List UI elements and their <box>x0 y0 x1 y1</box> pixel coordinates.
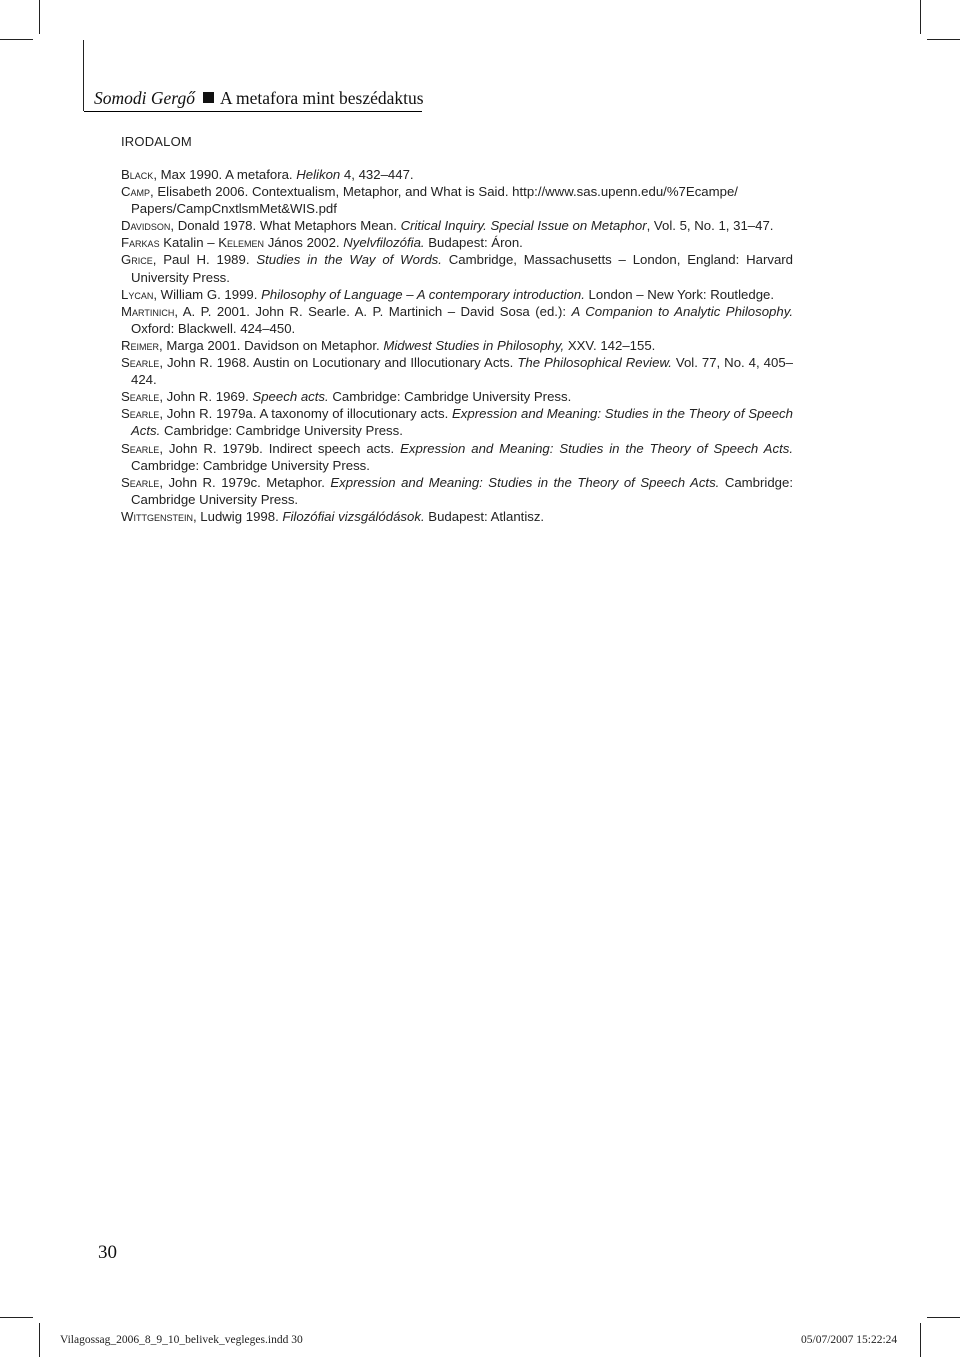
reference-details: Vol. 77, No. 4, 405–424. <box>131 355 794 388</box>
reference-source-title: Critical Inquiry. Special Issue on Metaphor <box>400 218 647 234</box>
reference-details: XXV. 142–155. <box>564 337 656 353</box>
reference-details: Cambridge: Cambridge University Press. <box>131 457 370 473</box>
crop-mark-bottom-left-h <box>0 1317 33 1318</box>
reference-entry <box>121 508 793 525</box>
running-header <box>84 74 422 112</box>
reference-author: Searle <box>121 474 160 490</box>
reference-entry <box>121 251 793 285</box>
reference-coauthor: Kelemen <box>218 235 265 251</box>
reference-source-title: Expression and Meaning: Studies in the Theory of Speech Acts. <box>131 406 793 439</box>
reference-author-given: Katalin – <box>159 235 219 251</box>
reference-source-title: Philosophy of Language – A contemporary introduction. <box>261 286 585 302</box>
reference-details: 4, 432–447. <box>340 167 414 182</box>
reference-entry <box>121 217 793 234</box>
reference-author: Lycan <box>121 286 154 302</box>
crop-mark-bottom-right-v <box>920 1323 921 1357</box>
crop-mark-bottom-left-v <box>39 1323 40 1357</box>
reference-author: Reimer <box>121 337 160 353</box>
reference-details: Cambridge: Cambridge University Press. <box>160 423 403 439</box>
reference-source-title: Helikon <box>296 167 341 182</box>
crop-mark-top-left-h <box>0 39 33 40</box>
reference-text: , Max 1990. A metafora. <box>153 167 297 182</box>
reference-source-title: Expression and Meaning: Studies in the Theory of Speech Acts. <box>400 440 793 456</box>
reference-details: , Vol. 5, No. 1, 31–47. <box>646 218 774 234</box>
header-title: A metafora mint beszédaktus <box>219 88 424 108</box>
reference-source-title: Expression and Meaning: Studies in the Theory of Speech Acts. <box>330 474 720 490</box>
reference-source-title: Filozófiai vizsgálódások. <box>282 508 425 524</box>
reference-text: , Donald 1978. What Metaphors Mean. <box>170 218 401 234</box>
reference-text: , John R. 1979b. Indirect speech acts. <box>159 440 401 456</box>
reference-entry <box>121 440 793 474</box>
reference-text: , William G. 1999. <box>153 286 262 302</box>
reference-source-title: Nyelvfilozófia. <box>343 235 425 251</box>
reference-author: Martinich <box>121 303 175 319</box>
reference-entry <box>121 337 793 354</box>
reference-author: Searle <box>121 355 160 371</box>
reference-details: Budapest: Áron. <box>424 235 523 251</box>
reference-entry <box>121 474 793 508</box>
reference-details: London – New York: Routledge. <box>584 286 775 302</box>
reference-details: Cambridge: Cambridge University Press. <box>328 389 572 405</box>
slug-filename: Vilagossag_2006_8_9_10_belivek_vegleges.indd 30 <box>60 1334 303 1346</box>
crop-mark-bottom-right-h <box>927 1317 960 1318</box>
reference-entry <box>121 166 793 183</box>
reference-details: Oxford: Blackwell. 424–450. <box>131 320 296 336</box>
crop-mark-top-left-v <box>39 0 40 34</box>
reference-details: Cambridge, Massachusetts – London, England: Harvard University Press. <box>131 252 793 285</box>
reference-text: , A. P. 2001. John R. Searle. A. P. Martinich – David Sosa (ed.): <box>174 303 572 319</box>
reference-text: , Ludwig 1998. <box>192 508 283 524</box>
reference-entry <box>121 183 793 217</box>
reference-entry <box>121 234 793 251</box>
header-author: Somodi Gergő <box>94 88 195 108</box>
reference-source-title: A Companion to Analytic Philosophy. <box>571 303 793 319</box>
reference-author: Searle <box>121 389 160 405</box>
reference-list <box>121 166 793 525</box>
reference-source-title: The Philosophical Review. <box>517 355 672 371</box>
reference-author: Davidson <box>121 218 171 234</box>
reference-text: János 2002. <box>264 235 344 251</box>
reference-text: , Elisabeth 2006. Contextualism, Metaphor, and What is Said. http://www.sas.upenn.edu/%7Ecampe/ Papers/CampCnxtlsmMet&WIS.pdf <box>131 184 738 217</box>
reference-source-title: Studies in the Way of Words. <box>256 252 442 268</box>
reference-entry <box>121 388 793 405</box>
crop-mark-top-right-v <box>920 0 921 34</box>
reference-author: Camp <box>121 184 151 200</box>
reference-text: , Paul H. 1989. <box>152 252 257 268</box>
section-title: IRODALOM <box>121 134 192 149</box>
reference-author: Farkas <box>121 235 160 251</box>
reference-author: Black <box>121 167 154 182</box>
slug-timestamp: 05/07/2007 15:22:24 <box>801 1334 898 1346</box>
reference-author: Searle <box>121 406 160 422</box>
reference-entry <box>121 303 793 337</box>
reference-entry <box>121 405 793 439</box>
reference-text: , John R. 1979c. Metaphor. <box>159 474 331 490</box>
reference-details: Budapest: Atlantisz. <box>424 508 545 524</box>
reference-source-title: Midwest Studies in Philosophy, <box>383 337 565 353</box>
reference-author: Searle <box>121 440 160 456</box>
square-bullet-icon <box>203 92 214 103</box>
reference-details: Cambridge: Cambridge University Press. <box>131 474 793 507</box>
reference-author: Wittgenstein <box>121 508 193 524</box>
reference-entry <box>121 354 793 388</box>
running-header-text <box>94 88 424 109</box>
reference-text: , John R. 1979a. A taxonomy of illocutionary acts. <box>159 406 452 422</box>
reference-entry <box>121 286 793 303</box>
reference-text: , John R. 1969. <box>159 389 253 405</box>
reference-author: Grice <box>121 252 153 268</box>
crop-mark-top-right-h <box>927 39 960 40</box>
reference-source-title: Speech acts. <box>252 389 329 405</box>
reference-text: , Marga 2001. Davidson on Metaphor. <box>159 337 384 353</box>
page-number: 30 <box>98 1242 117 1263</box>
reference-text: , John R. 1968. Austin on Locutionary and Illocutionary Acts. <box>159 355 518 371</box>
